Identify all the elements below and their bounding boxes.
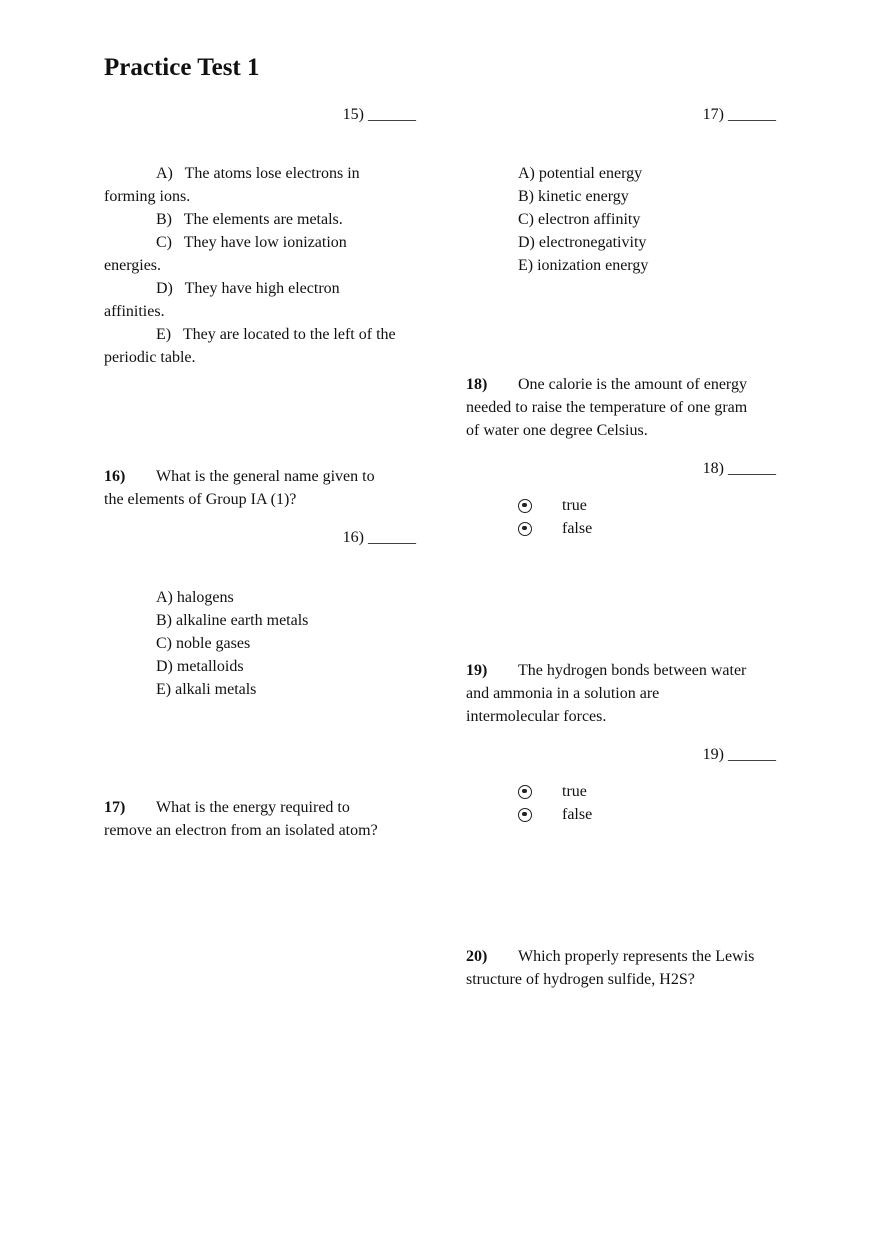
question-text-continued: needed to raise the temperature of one gram <box>466 399 748 416</box>
answer-blank-19: 19) ______ <box>702 746 776 763</box>
option-e: E) They are located to the left of the <box>156 326 396 343</box>
option-d-continued: affinities. <box>104 303 165 320</box>
option-d: D) electronegativity <box>518 234 647 251</box>
choice-label: true <box>562 783 587 800</box>
option-a: A) potential energy <box>518 165 643 182</box>
question-text-continued: the elements of Group IA (1)? <box>104 491 297 508</box>
question-18 <box>466 373 786 442</box>
option-e: E) alkali metals <box>156 681 257 698</box>
question-20 <box>466 945 786 991</box>
option-c: C) electron affinity <box>518 211 641 228</box>
option-c: C) They have low ionization <box>156 234 347 251</box>
question-text-continued: and ammonia in a solution are <box>466 685 660 702</box>
option-a: A) halogens <box>156 589 234 606</box>
option-a-continued: forming ions. <box>104 188 191 205</box>
option-d: D) They have high electron <box>156 280 340 297</box>
question-text-continued: structure of hydrogen sulfide, H2S? <box>466 971 695 988</box>
option-b: B) alkaline earth metals <box>156 612 309 629</box>
question-17-options <box>518 162 648 277</box>
choice-true[interactable] <box>518 494 592 517</box>
radio-icon[interactable] <box>518 785 532 799</box>
choice-label: true <box>562 497 587 514</box>
question-text: What is the general name given to <box>156 468 375 485</box>
question-number: 17) <box>104 799 126 816</box>
option-c-continued: energies. <box>104 257 162 274</box>
option-d: D) metalloids <box>156 658 244 675</box>
option-c: C) noble gases <box>156 635 251 652</box>
question-number: 18) <box>466 376 488 393</box>
page-title: Practice Test 1 <box>104 54 260 81</box>
choice-false[interactable] <box>518 803 592 826</box>
question-16-options <box>156 586 308 701</box>
radio-icon[interactable] <box>518 522 532 536</box>
radio-icon[interactable] <box>518 808 532 822</box>
question-number: 19) <box>466 662 488 679</box>
question-15-options <box>104 162 424 369</box>
question-text: The hydrogen bonds between water <box>518 662 747 679</box>
answer-blank-15: 15) ______ <box>342 106 416 123</box>
option-b: B) The elements are metals. <box>156 211 343 228</box>
question-19-choices <box>518 780 592 826</box>
radio-icon[interactable] <box>518 499 532 513</box>
choice-label: false <box>562 806 593 823</box>
answer-blank-17: 17) ______ <box>702 106 776 123</box>
choice-true[interactable] <box>518 780 592 803</box>
option-b: B) kinetic energy <box>518 188 629 205</box>
question-text-continued: of water one degree Celsius. <box>466 422 648 439</box>
question-16 <box>104 465 424 511</box>
option-e-continued: periodic table. <box>104 349 196 366</box>
question-text: Which properly represents the Lewis <box>518 948 755 965</box>
choice-false[interactable] <box>518 517 592 540</box>
answer-blank-16: 16) ______ <box>342 529 416 546</box>
question-18-choices <box>518 494 592 540</box>
question-17 <box>104 796 434 842</box>
question-text: One calorie is the amount of energy <box>518 376 747 393</box>
question-text: What is the energy required to <box>156 799 350 816</box>
question-number: 20) <box>466 948 488 965</box>
question-text-continued: remove an electron from an isolated atom? <box>104 822 378 839</box>
question-number: 16) <box>104 468 126 485</box>
question-19 <box>466 659 786 728</box>
option-a: A) The atoms lose electrons in <box>156 165 360 182</box>
answer-blank-18: 18) ______ <box>702 460 776 477</box>
option-e: E) ionization energy <box>518 257 649 274</box>
choice-label: false <box>562 520 593 537</box>
question-text-continued: intermolecular forces. <box>466 708 607 725</box>
